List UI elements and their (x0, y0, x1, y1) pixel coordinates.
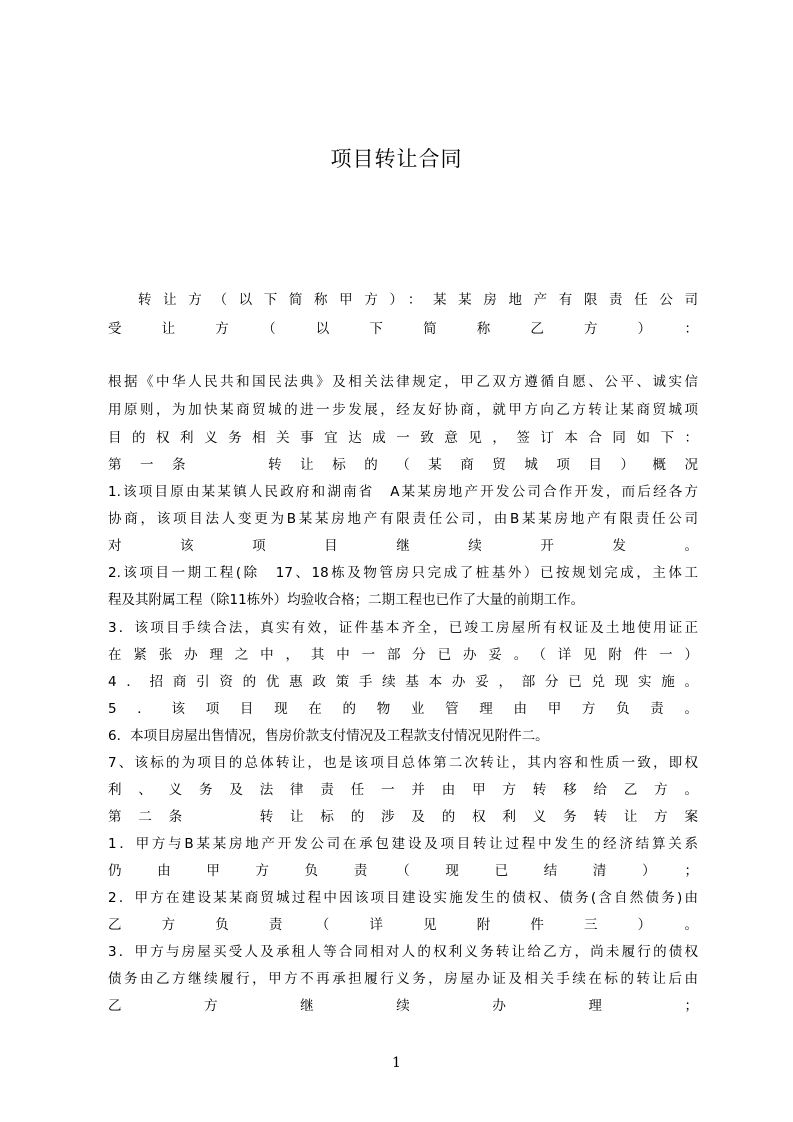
line-preamble-3: 目的权利义务相关事宜达成一致意见，签订本合同如下： (108, 430, 698, 446)
article-1-item-7-a: 7、该标的为项目的总体转让，也是该项目总体第二次转让，其内容和性质一致，即权 (108, 755, 698, 771)
article-1-item-7-b: 利、义务及法律责任一并由甲方转移给乙方。 (108, 782, 698, 798)
line-preamble-1: 根据《中华人民共和国民法典》及相关法律规定，甲乙双方遵循自愿、公平、诚实信 (108, 374, 698, 390)
article-2-item-3-a: 3．甲方与房屋买受人及承租人等合同相对人的权利义务转让给乙方，尚未履行的债权 (108, 944, 698, 960)
article-1-item-3-b: 在紧张办理之中，其中一部分已办妥。（详见附件一） (108, 647, 698, 663)
article-1-item-1-b: 协商，该项目法人变更为B某某房地产有限责任公司，由B某某房地产有限责任公司 (108, 511, 698, 527)
article-1-item-2-b: 程及其附属工程（除11栋外）均验收合格；二期工程也已作了大量的前期工作。 (108, 592, 585, 608)
article-2-item-1-a: 1．甲方与B某某房地产开发公司在承包建设及项目转让过程中发生的经济结算关系 (108, 836, 698, 852)
article-2-item-1-b: 仍 由 甲 方 负 责 （ 现 已 结 清 ） ； (108, 863, 698, 879)
article-2-item-2-a: 2．甲方在建设某某商贸城过程中因该项目建设实施发生的债权、债务(含自然债务)由 (108, 890, 698, 906)
article-1-item-3-a: 3．该项目手续合法，真实有效，证件基本齐全，已竣工房屋所有权证及土地使用证正 (108, 620, 698, 636)
page-number: 1 (392, 1055, 401, 1071)
line-transferor: 转让方（以下简称甲方）：某某房地产有限责任公司 (138, 292, 698, 308)
article-2-item-3-b: 债务由乙方继续履行，甲方不再承担履行义务，房屋办证及相关手续在标的转让后由 (108, 971, 698, 987)
article-1-item-4: 4．招商引资的优惠政策手续基本办妥，部分已兑现实施。 (108, 674, 698, 690)
article-1-item-1-c: 对 该 项 目 继 续 开 发 。 (108, 538, 698, 554)
article-1-item-2-a: 2.该项目一期工程(除 17、18栋及物管房只完成了桩基外）已按规划完成，主体工 (108, 565, 698, 581)
line-transferee: 受 让 方 （ 以 下 简 称 乙 方 ） ： (108, 321, 698, 337)
article-1-heading: 第一条 转让标的（某商贸城项目）概况 (108, 457, 698, 473)
article-2-item-3-c: 乙 方 继 续 办 理 ； (108, 998, 698, 1014)
article-1-item-1-a: 1.该项目原由某某镇人民政府和湖南省 A某某房地产开发公司合作开发，而后经各方 (108, 484, 698, 500)
article-2-heading: 第二条 转让标的涉及的权利义务转让方案 (108, 809, 698, 825)
article-1-item-5: 5．该项目现在的物业管理由甲方负责。 (108, 701, 698, 717)
article-2-item-2-b: 乙 方 负 责 （ 详 见 附 件 三 ） 。 (108, 917, 698, 933)
line-preamble-2: 用原则，为加快某商贸城的进一步发展，经友好协商，就甲方向乙方转让某商贸城项 (108, 402, 698, 418)
article-1-item-6: 6．本项目房屋出售情况，售房价款支付情况及工程款支付情况见附件二。 (108, 728, 549, 744)
page-title: 项目转让合同 (330, 147, 463, 171)
